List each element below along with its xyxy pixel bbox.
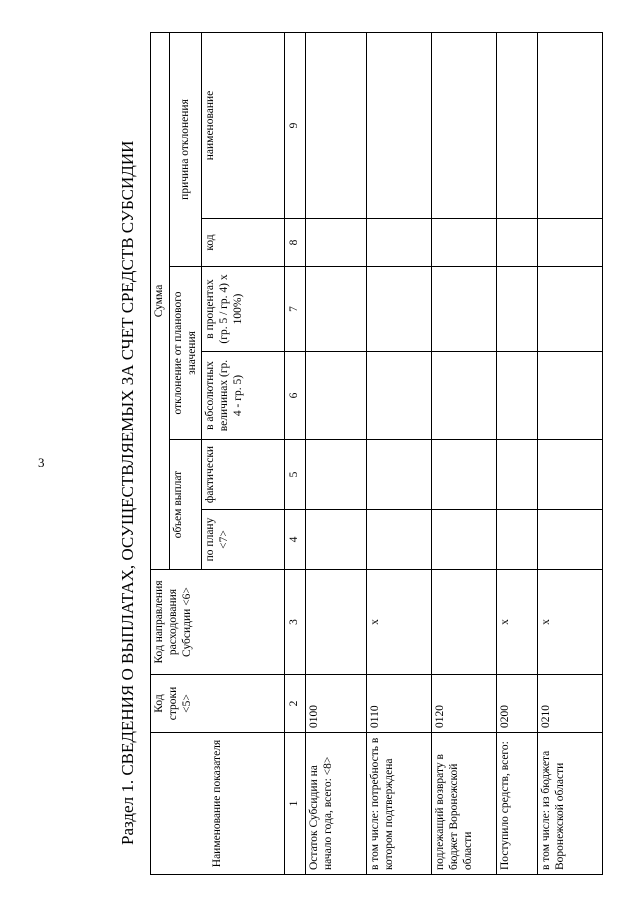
- header-code: код: [202, 219, 285, 267]
- header-row-code: Код строки <5>: [151, 675, 285, 733]
- row-code: 0110: [367, 675, 432, 733]
- header-payments-volume: объем выплат: [169, 440, 202, 570]
- row-direction: [306, 570, 367, 675]
- row-direction: x: [367, 570, 432, 675]
- row-code: 0120: [432, 675, 497, 733]
- section-title: Раздел 1. СВЕДЕНИЯ О ВЫПЛАТАХ, ОСУЩЕСТВЛЯЕМЫХ ЗА СЧЕТ СРЕДСТВ СУБСИДИИ: [118, 140, 137, 845]
- column-number: 2: [285, 675, 306, 733]
- column-number: 3: [285, 570, 306, 675]
- header-name: наименование: [202, 32, 285, 218]
- table-row: [432, 32, 497, 874]
- row-direction: x: [497, 570, 538, 675]
- header-sum: Сумма: [151, 32, 170, 569]
- page-number: 3: [38, 455, 45, 470]
- column-number: 8: [285, 219, 306, 267]
- column-number: 9: [285, 32, 306, 218]
- table-row: [367, 32, 432, 874]
- row-name: Поступило средств, всего:: [497, 733, 538, 875]
- row-name: в том числе: из бюджета Воронежской области: [538, 733, 603, 875]
- row-direction: x: [538, 570, 603, 675]
- table-row: [497, 32, 538, 874]
- row-code: 0200: [497, 675, 538, 733]
- header-actual: фактически: [202, 440, 285, 510]
- header-reason: причина отклонения: [169, 32, 202, 266]
- header-absolute: в абсолютных величинах (гр. 4 - гр. 5): [202, 352, 285, 440]
- header-percent: в процентах (гр. 5 / гр. 4) x 100%): [202, 267, 285, 352]
- column-number: 6: [285, 352, 306, 440]
- payments-table: [150, 32, 603, 875]
- header-direction-code: Код направления расходования Субсидии <6>: [151, 570, 285, 675]
- header-indicator: Наименование показателя: [151, 733, 285, 875]
- column-number: 4: [285, 510, 306, 570]
- row-name: Остаток Субсидии на начало года, всего: <8>: [306, 733, 367, 875]
- row-code: 0210: [538, 675, 603, 733]
- row-direction: [432, 570, 497, 675]
- header-planned: по плану <7>: [202, 510, 285, 570]
- column-number: 1: [285, 733, 306, 875]
- row-name: в том числе: потребность в котором подтверждена: [367, 733, 432, 875]
- header-deviation: отклонение от планового значения: [169, 267, 202, 440]
- column-number: 7: [285, 267, 306, 352]
- table-row: [538, 32, 603, 874]
- table-row: [306, 32, 367, 874]
- column-number: 5: [285, 440, 306, 510]
- row-code: 0100: [306, 675, 367, 733]
- row-name: подлежащий возврату в бюджет Воронежской области: [432, 733, 497, 875]
